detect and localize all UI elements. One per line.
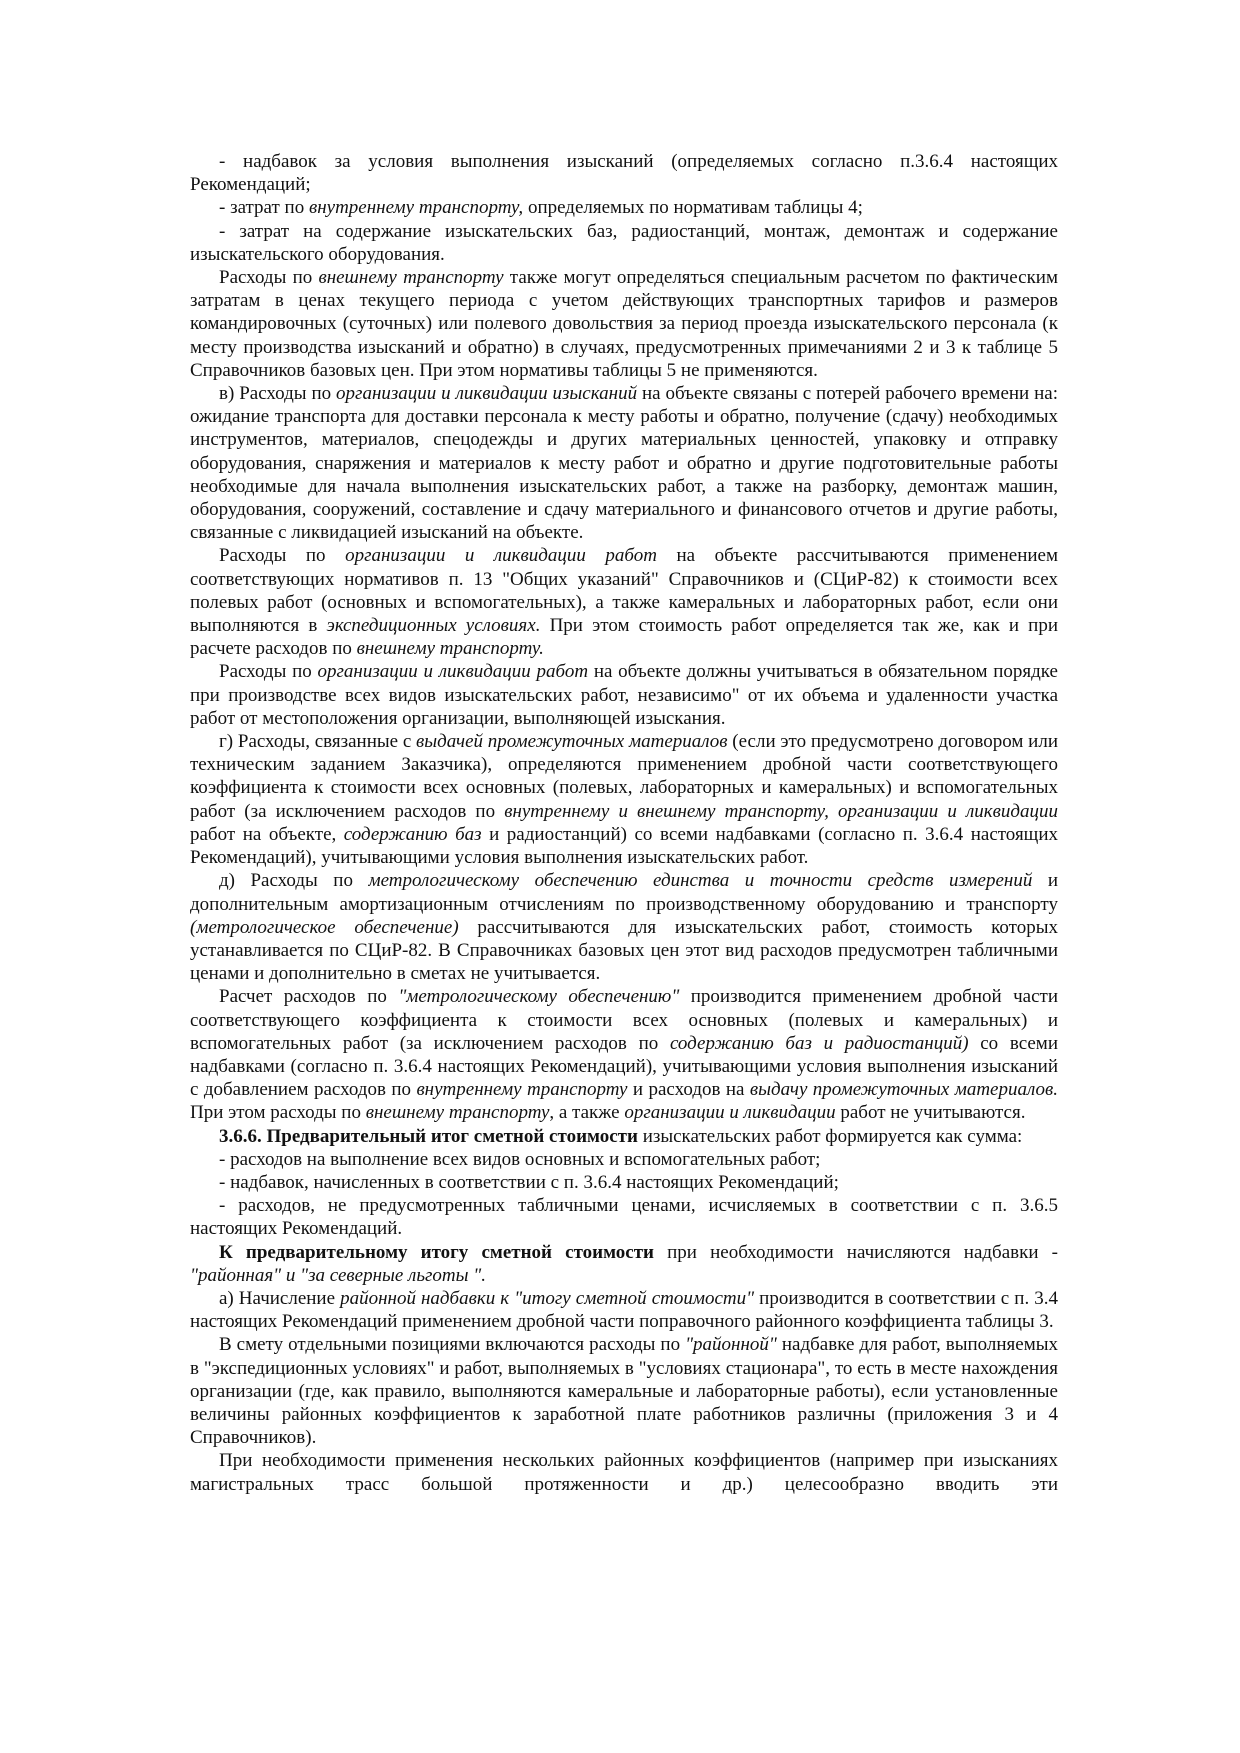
paragraph-text: работ на объекте,: [190, 823, 344, 845]
italic-text: содержанию баз и радиостанций): [669, 1032, 969, 1054]
bold-text: 3.6.6. Предварительный итог сметной стоимости: [219, 1125, 638, 1147]
italic-text: выдачу промежуточных материалов.: [749, 1079, 1058, 1101]
body-paragraph: [190, 382, 1058, 544]
italic-text: внутреннему и внешнему транспорту, организации и ликвидации: [504, 800, 1058, 822]
italic-text: районной надбавки к "итогу сметной стоимости": [340, 1287, 755, 1309]
body-paragraph: [190, 544, 1058, 660]
paragraph-text: При необходимости применения нескольких районных коэффициентов (например при изысканиях магистральных трасс большой протяженности и др.) целесообразно вводить эти: [190, 1450, 1058, 1495]
paragraph-text: Расходы по: [219, 661, 318, 683]
body-paragraph: [190, 1148, 1058, 1171]
body-paragraph: [190, 1241, 1058, 1287]
body-paragraph: [190, 1333, 1058, 1449]
italic-text: внутреннему транспорту,: [308, 197, 524, 219]
italic-text: "метрологическому обеспечению": [398, 986, 680, 1008]
body-paragraph: [190, 730, 1058, 869]
paragraph-text: - надбавок за условия выполнения изысканий (определяемых согласно п.3.6.4 настоящих Рекомендаций;: [190, 151, 1058, 196]
body-paragraph: [190, 266, 1058, 382]
body-paragraph: [190, 1194, 1058, 1240]
paragraph-text: в) Расходы по: [219, 383, 337, 405]
paragraph-text: Расходы по: [219, 545, 346, 567]
paragraph-text: (если это предусмотрено договором или техническим заданием Заказчика), определяются применением дробной части соответствующего коэффициента к стоимости всех основных (полевых, лабораторных и камеральных) и вспомогательных работ (за исключением расходов по: [190, 731, 1058, 822]
paragraph-text: При этом расходы по: [190, 1102, 366, 1124]
paragraph-text: рассчитываются для изыскательских работ, стоимость которых устанавливается по СЦиР-82. В Справочниках базовых цен этот вид расходов предусмотрен табличными ценами и дополнительно в сметах не учитывается.: [190, 916, 1058, 985]
paragraph-text: При этом стоимость работ определяется так же, как и при расчете расходов по: [190, 615, 1058, 660]
italic-text: организации и ликвидации работ: [317, 661, 589, 683]
paragraph-text: - надбавок, начисленных в соответствии с п. 3.6.4 настоящих Рекомендаций;: [219, 1171, 839, 1193]
italic-text: (метрологическое обеспечение): [190, 916, 459, 938]
body-paragraph: [190, 660, 1058, 730]
paragraph-text: также могут определяться специальным расчетом по фактическим затратам в ценах текущего периода с учетом действующих транспортных тарифов и размеров командировочных (суточных) или полевого довольствия за период проезда изыскательского персонала (к месту производства изысканий и обратно) в случаях, предусмотренных примечаниями 2 и 3 к таблице 5 Справочников базовых цен. При этом нормативы таблицы 5 не применяются.: [190, 267, 1058, 381]
paragraph-text: изыскательских работ формируется как сумма:: [637, 1125, 1023, 1147]
paragraph-text: - затрат на содержание изыскательских баз, радиостанций, монтаж, демонтаж и содержание изыскательского оборудования.: [190, 220, 1058, 265]
italic-text: внешнему транспорту: [318, 267, 504, 289]
italic-text: экспедиционных условиях.: [326, 615, 541, 637]
paragraph-text: Расчет расходов по: [219, 986, 399, 1008]
body-paragraph: [190, 1125, 1058, 1148]
body-paragraph: [190, 150, 1058, 196]
italic-text: метрологическому обеспечению единства и точности средств измерений: [368, 870, 1033, 892]
paragraph-text: д) Расходы по: [219, 870, 369, 892]
paragraph-text: - расходов, не предусмотренных табличными ценами, исчисляемых в соответствии с п. 3.6.5 настоящих Рекомендаций.: [190, 1195, 1058, 1240]
paragraph-text: и дополнительным амортизационным отчислениям по производственному оборудованию и транспорту: [190, 870, 1058, 915]
italic-text: содержанию баз: [343, 823, 482, 845]
italic-text: "районной": [685, 1334, 777, 1356]
italic-text: организации и ликвидации изысканий: [336, 383, 638, 405]
body-paragraph: [190, 1449, 1058, 1495]
paragraph-text: Расходы по: [219, 267, 319, 289]
bold-text: К предварительному итогу сметной стоимости: [219, 1241, 654, 1263]
paragraph-text: на объекте связаны с потерей рабочего времени на: ожидание транспорта для доставки персонала к месту работы и обратно, получение (сдачу) необходимых инструментов, материалов, спецодежды и других материальных ценностей, упаковку и отправку оборудования, снаряжения и материалов к месту работ и обратно и другие подготовительные работы необходимые для начала выполнения изыскательских работ, а также на разборку, демонтаж машин, оборудования, сооружений, составление и сдачу материального и финансового отчетов и другие работы, связанные с ликвидацией изысканий на объекте.: [190, 383, 1059, 544]
italic-text: организации и ликвидации работ: [345, 545, 657, 567]
paragraph-text: на объекте рассчитываются применением соответствующих нормативов п. 13 "Общих указаний" Справочников и (СЦиР-82) к стоимости всех полевых работ (основных и вспомогательных), а также камеральных и лабораторных работ, если они выполняются в: [190, 545, 1058, 637]
paragraph-text: а) Начисление: [219, 1287, 341, 1309]
paragraph-text: производится применением дробной части соответствующего коэффициента к стоимости всех основных (полевых и камеральных) и вспомогательных работ (за исключением расходов по: [190, 986, 1058, 1054]
italic-text: "районная" и "за северные льготы ".: [190, 1264, 486, 1286]
italic-text: выдачей промежуточных материалов: [416, 731, 728, 753]
body-paragraph: [190, 196, 1058, 219]
paragraph-text: - затрат по: [219, 197, 309, 219]
paragraph-text: , а также: [549, 1102, 625, 1124]
italic-text: внутреннему транспорту: [416, 1079, 628, 1101]
italic-text: внешнему транспорту: [365, 1102, 550, 1124]
paragraph-text: и радиостанций) со всеми надбавками (согласно п. 3.6.4 настоящих Рекомендаций), учитывающими условия выполнения изыскательских работ.: [190, 823, 1058, 869]
paragraph-text: и расходов на: [627, 1079, 750, 1101]
body-paragraph: [190, 869, 1058, 985]
paragraph-text: г) Расходы, связанные с: [219, 731, 417, 753]
paragraph-text: определяемых по нормативам таблицы 4;: [523, 197, 863, 219]
paragraph-text: работ не учитываются.: [835, 1102, 1026, 1124]
paragraph-text: - расходов на выполнение всех видов основных и вспомогательных работ;: [219, 1148, 821, 1170]
paragraph-text: В смету отдельными позициями включаются расходы по: [219, 1334, 686, 1356]
body-paragraph: [190, 1287, 1058, 1333]
body-paragraph: [190, 985, 1058, 1124]
body-paragraph: [190, 220, 1058, 266]
paragraph-text: производится в соответствии с п. 3.4 настоящих Рекомендаций применением дробной части поправочного районного коэффициента таблицы 3.: [190, 1287, 1058, 1333]
paragraph-text: надбавке для работ, выполняемых в "экспедиционных условиях" и работ, выполняемых в "условиях стационара", то есть в месте нахождения организации (где, как правило, выполняются камеральные и лабораторные работы), если установленные величины районных коэффициентов к заработной плате работников различны (приложения 3 и 4 Справочников).: [190, 1334, 1058, 1449]
paragraph-text: на объекте должны учитываться в обязательном порядке при производстве всех видов изыскательских работ, независимо" от их объема и удаленности участка работ от местоположения организации, выполняющей изыскания.: [190, 661, 1058, 729]
italic-text: внешнему транспорту.: [356, 638, 544, 660]
italic-text: организации и ликвидации: [624, 1102, 836, 1124]
document-page: [190, 150, 1058, 1496]
paragraph-text: со всеми надбавками (согласно п. 3.6.4 настоящих Рекомендаций), учитывающими условия выполнения изысканий с добавлением расходов по: [190, 1032, 1058, 1101]
paragraph-text: при необходимости начисляются надбавки -: [654, 1241, 1059, 1263]
body-paragraph: [190, 1171, 1058, 1194]
